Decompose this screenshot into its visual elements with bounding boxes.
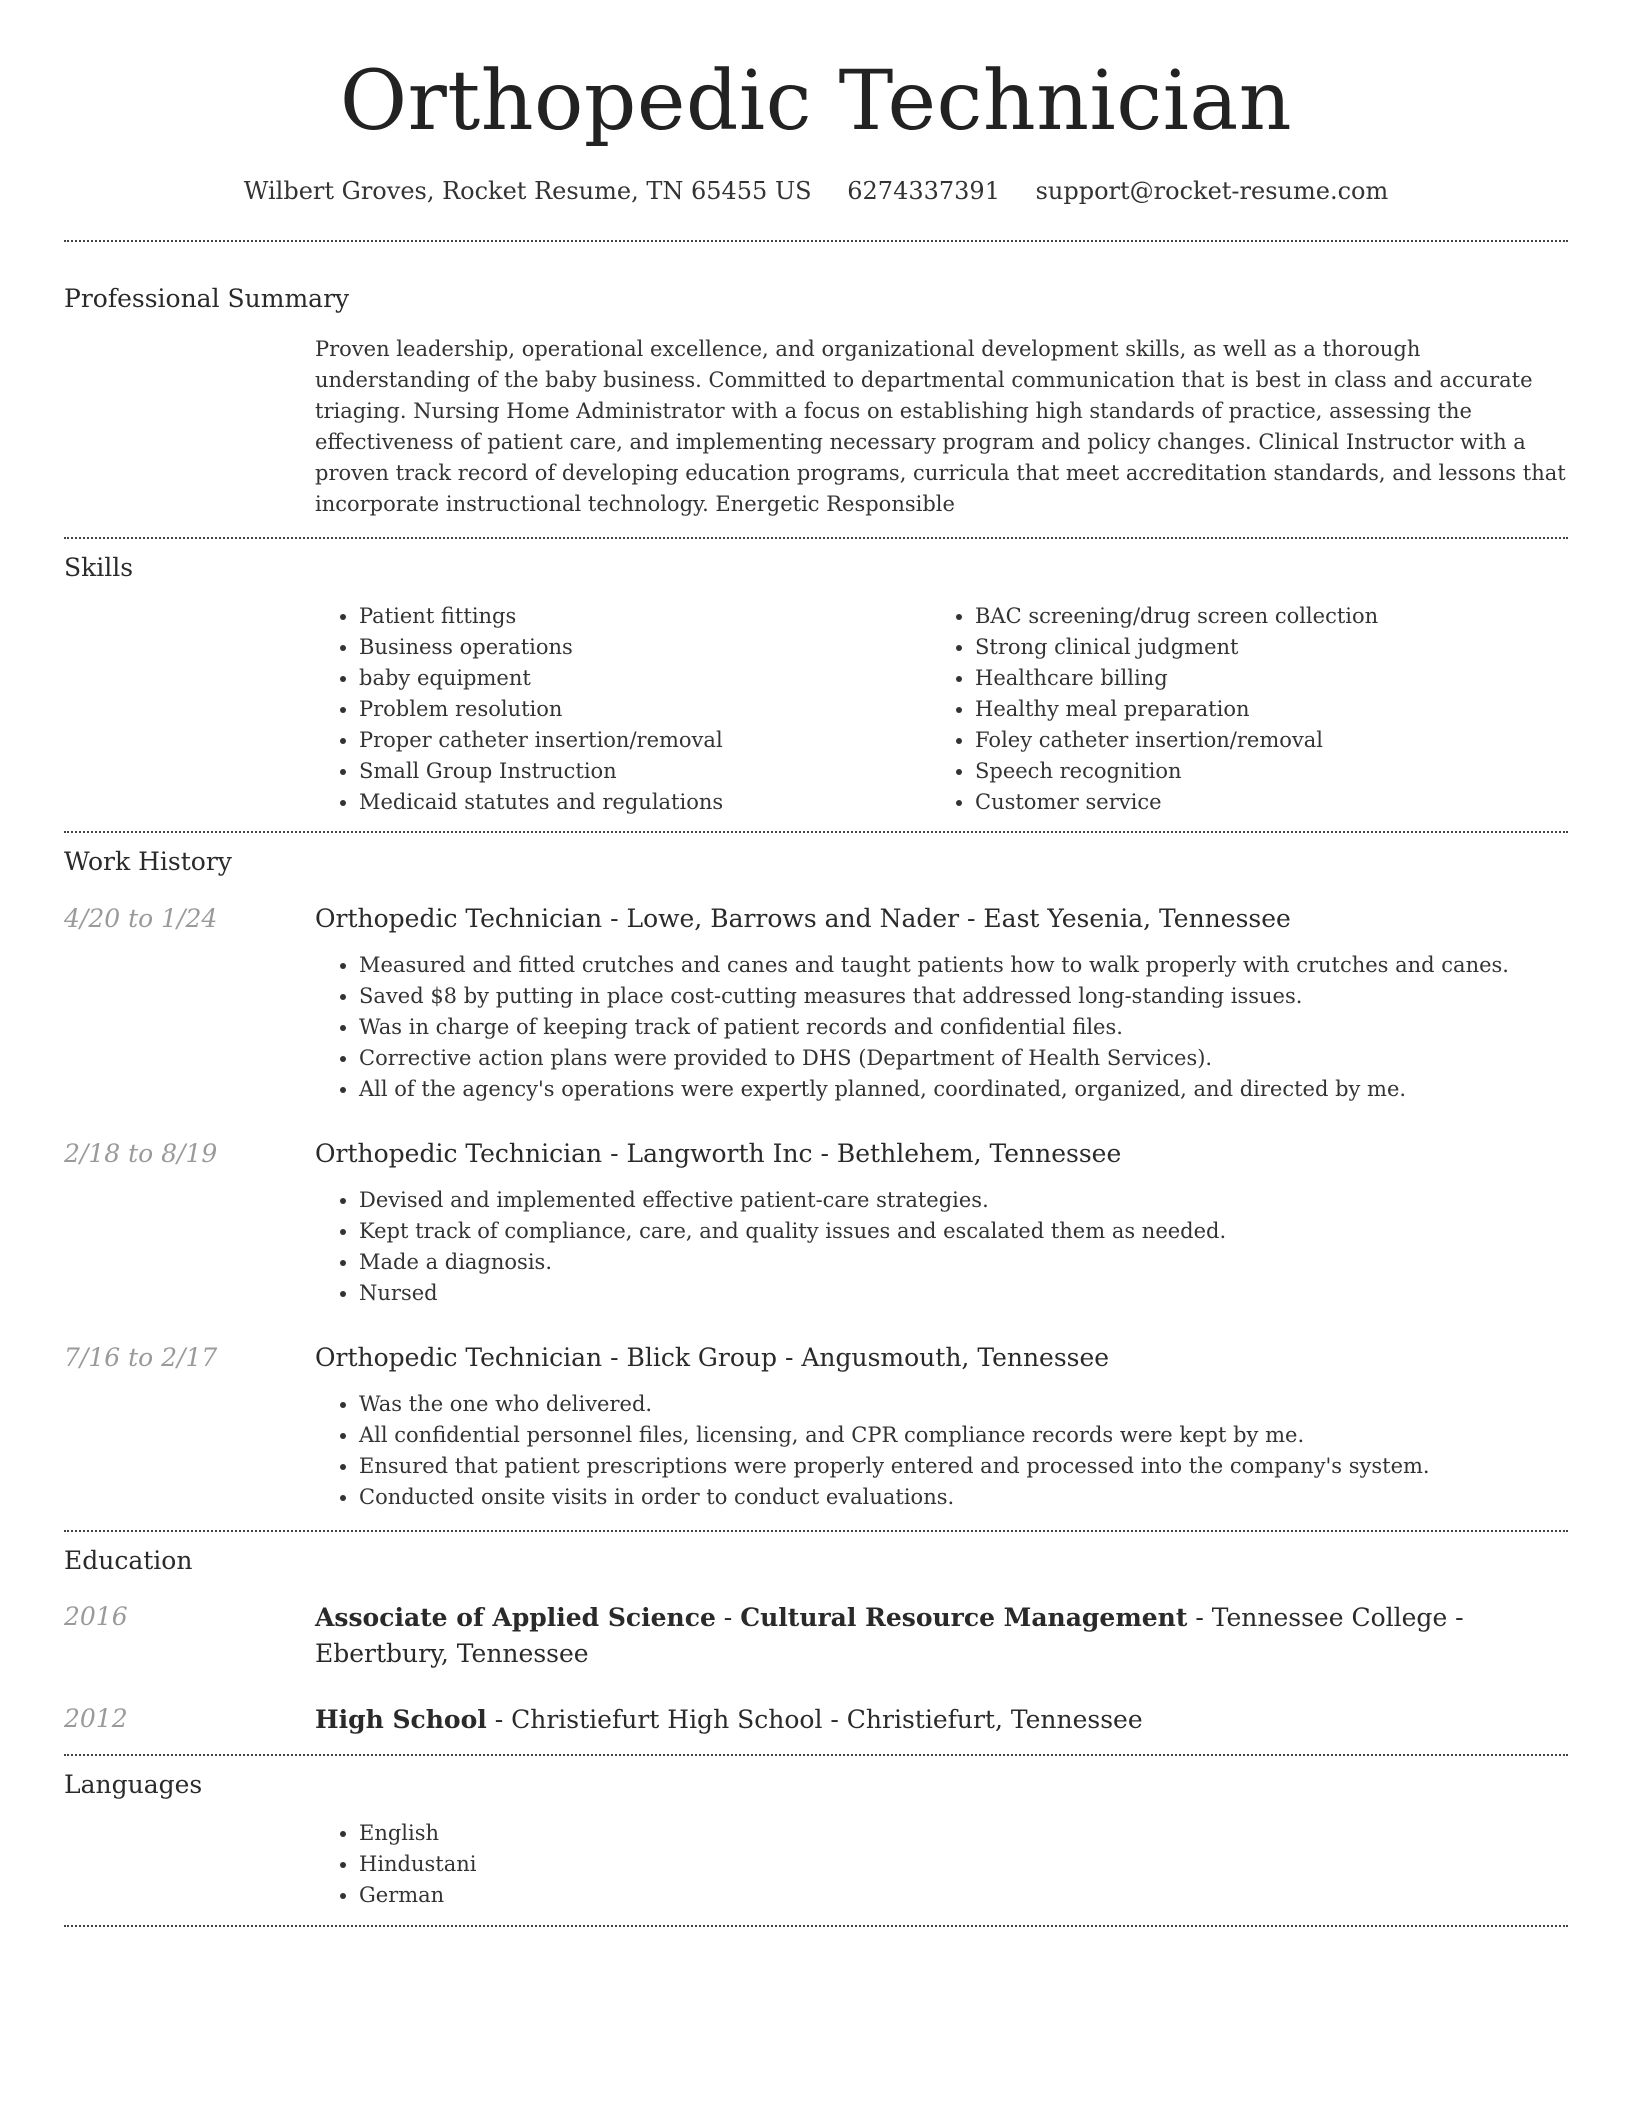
divider	[64, 1925, 1568, 1927]
divider	[64, 831, 1568, 833]
skill-item: • Medicaid statutes and regulations	[359, 787, 931, 818]
work-section	[64, 845, 1568, 1513]
skill-item: • Speech recognition	[975, 756, 1547, 787]
job-dates: 7/16 to 2/17	[64, 1343, 218, 1372]
language-item: • English	[359, 1818, 1568, 1849]
job-entry	[64, 902, 1568, 1105]
skill-item: • BAC screening/drug screen collection	[975, 601, 1547, 632]
job-bullet: • Ensured that patient prescriptions were properly entered and processed into the company's system.	[359, 1451, 1568, 1482]
education-degree: Associate of Applied Science	[315, 1603, 716, 1632]
job-bullet: • Was in charge of keeping track of patient records and confidential files.	[359, 1012, 1568, 1043]
education-degree: High School	[315, 1705, 487, 1734]
job-title: Orthopedic Technician - Blick Group - Angusmouth, Tennessee	[315, 1343, 1110, 1372]
skills-list-right	[931, 601, 1547, 818]
job-bullet: • Kept track of compliance, care, and quality issues and escalated them as needed.	[359, 1216, 1568, 1247]
job-bullet: • Devised and implemented effective patient-care strategies.	[359, 1185, 1568, 1216]
education-field: Cultural Resource Management	[740, 1603, 1188, 1632]
work-title: Work History	[64, 847, 232, 876]
language-item: • German	[359, 1880, 1568, 1911]
contact-line	[64, 174, 1568, 208]
job-bullets	[315, 1389, 1568, 1513]
skill-item: • Small Group Instruction	[359, 756, 931, 787]
skill-item: • Healthcare billing	[975, 663, 1547, 694]
languages-title: Languages	[64, 1770, 203, 1799]
job-bullets	[315, 1185, 1568, 1309]
education-year: 2016	[64, 1602, 128, 1631]
job-bullet: • All of the agency's operations were expertly planned, coordinated, organized, and directed by me.	[359, 1074, 1568, 1105]
education-year: 2012	[64, 1704, 128, 1733]
divider	[64, 240, 1568, 242]
skills-section	[64, 551, 1568, 818]
resume-name: Orthopedic Technician	[339, 54, 1293, 149]
job-bullet: • Saved $8 by putting in place cost-cutting measures that addressed long-standing issues.	[359, 981, 1568, 1012]
job-bullet: • Was the one who delivered.	[359, 1389, 1568, 1420]
job-title: Orthopedic Technician - Langworth Inc - Bethlehem, Tennessee	[315, 1139, 1122, 1168]
languages-list	[315, 1818, 1568, 1911]
divider	[64, 1530, 1568, 1532]
skill-item: • Patient fittings	[359, 601, 931, 632]
education-entry	[64, 1600, 1568, 1672]
skill-item: • Customer service	[975, 787, 1547, 818]
language-item: • Hindustani	[359, 1849, 1568, 1880]
skill-item: • Proper catheter insertion/removal	[359, 725, 931, 756]
contact-email: support@rocket-resume.com	[1035, 177, 1389, 205]
divider	[64, 537, 1568, 539]
summary-section	[64, 282, 1568, 520]
job-bullet: • Measured and fitted crutches and canes and taught patients how to walk properly with crutches and canes.	[359, 950, 1568, 981]
education-section	[64, 1544, 1568, 1738]
contact-address: Wilbert Groves, Rocket Resume, TN 65455 US	[243, 177, 812, 205]
job-title: Orthopedic Technician - Lowe, Barrows and Nader - East Yesenia, Tennessee	[315, 904, 1291, 933]
skill-item: • Strong clinical judgment	[975, 632, 1547, 663]
job-bullet: • All confidential personnel files, licensing, and CPR compliance records were kept by me.	[359, 1420, 1568, 1451]
contact-phone: 6274337391	[847, 177, 1000, 205]
skill-item: • Foley catheter insertion/removal	[975, 725, 1547, 756]
job-bullets	[315, 950, 1568, 1105]
skills-title: Skills	[64, 553, 134, 582]
education-separator: -	[715, 1603, 741, 1632]
languages-section	[64, 1768, 1568, 1911]
education-school: - Christiefurt High School - Christiefurt, Tennessee	[486, 1705, 1143, 1734]
job-bullet: • Made a diagnosis.	[359, 1247, 1568, 1278]
job-dates: 2/18 to 8/19	[64, 1139, 218, 1168]
job-entry	[64, 1137, 1568, 1309]
skill-item: • Healthy meal preparation	[975, 694, 1547, 725]
skill-item: • Business operations	[359, 632, 931, 663]
education-title: Education	[64, 1546, 193, 1575]
job-bullet: • Nursed	[359, 1278, 1568, 1309]
divider	[64, 1754, 1568, 1756]
job-bullet: • Corrective action plans were provided to DHS (Department of Health Services).	[359, 1043, 1568, 1074]
job-bullet: • Conducted onsite visits in order to conduct evaluations.	[359, 1482, 1568, 1513]
job-entry	[64, 1341, 1568, 1513]
summary-title: Professional Summary	[64, 284, 350, 313]
summary-text: Proven leadership, operational excellence, and organizational development skills, as well as a thorough understanding of the baby business. Committed to departmental communication that is best in class and accurate triaging. Nursing Home Administrator with a focus on establishing high standards of practice, assessing the effectiveness of patient care, and implementing necessary program and policy changes. Clinical Instructor with a proven track record of developing education programs, curricula that meet accreditation standards, and lessons that incorporate instructional technology. Energetic Responsible	[315, 337, 1566, 516]
skills-list-left	[315, 601, 931, 818]
job-dates: 4/20 to 1/24	[64, 904, 218, 933]
skill-item: • Problem resolution	[359, 694, 931, 725]
skill-item: • baby equipment	[359, 663, 931, 694]
education-school: - Tennessee College - Ebertbury, Tennessee	[315, 1603, 1464, 1668]
education-entry	[64, 1702, 1568, 1738]
